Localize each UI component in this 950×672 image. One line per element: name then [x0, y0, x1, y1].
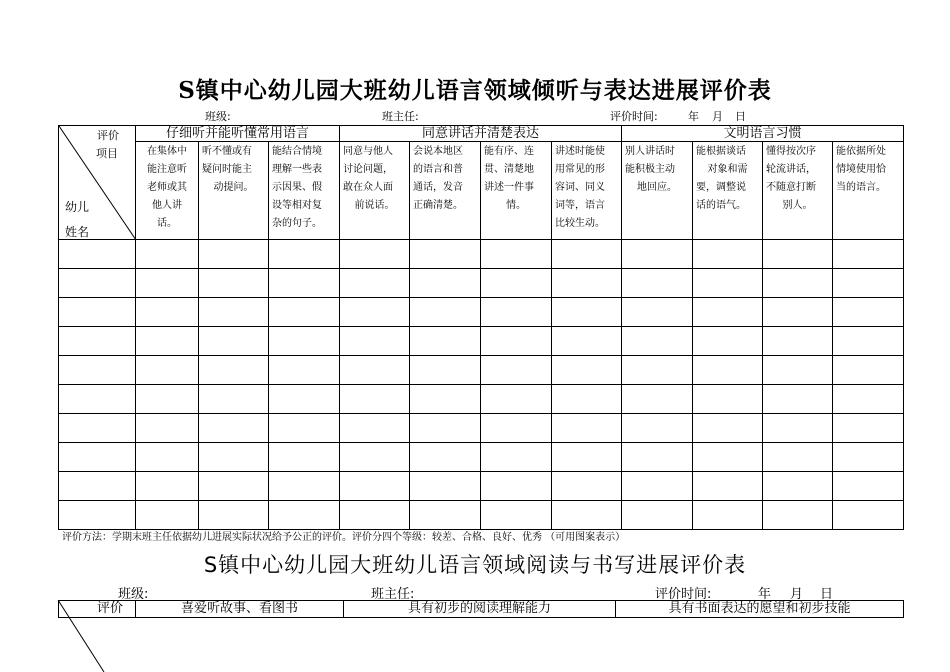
rating-cell[interactable] [410, 298, 481, 327]
child-row [59, 327, 904, 356]
rating-cell[interactable] [199, 385, 269, 414]
rating-cell[interactable] [136, 240, 199, 269]
rating-cell[interactable] [693, 385, 763, 414]
group-header: 文明语言习惯 [622, 126, 904, 142]
rating-cell[interactable] [833, 356, 904, 385]
rating-cell[interactable] [622, 327, 693, 356]
child-name-cell[interactable] [59, 298, 136, 327]
rating-cell[interactable] [833, 414, 904, 443]
rating-cell[interactable] [199, 327, 269, 356]
child-name-cell[interactable] [59, 269, 136, 298]
rating-cell[interactable] [693, 269, 763, 298]
rating-cell[interactable] [199, 501, 269, 530]
rating-cell[interactable] [481, 298, 552, 327]
rating-cell[interactable] [269, 501, 340, 530]
rating-cell[interactable] [136, 501, 199, 530]
criterion-cell: 能有序、连 贯、清楚地 讲述一件事 情。 [481, 142, 552, 240]
rating-cell[interactable] [410, 414, 481, 443]
rating-cell[interactable] [763, 414, 833, 443]
rating-cell[interactable] [763, 240, 833, 269]
child-name-cell[interactable] [59, 327, 136, 356]
section-title-2: S镇中心幼儿园大班幼儿语言领域阅读与书写进展评价表 [203, 553, 747, 577]
child-name-cell[interactable] [59, 443, 136, 472]
eval-time-label: 评价时间: [610, 110, 658, 123]
rating-cell[interactable] [833, 443, 904, 472]
rating-cell[interactable] [622, 240, 693, 269]
rating-cell[interactable] [622, 356, 693, 385]
year-label-2: 年 [758, 587, 772, 602]
rating-cell[interactable] [833, 298, 904, 327]
rating-cell[interactable] [199, 269, 269, 298]
year-label: 年 [688, 110, 699, 123]
teacher-label-2: 班主任: [371, 587, 415, 602]
criterion-cell: 能依据所处 情境使用恰 当的语言。 [833, 142, 904, 240]
rating-cell[interactable] [693, 501, 763, 530]
rating-cell[interactable] [622, 298, 693, 327]
rating-cell[interactable] [340, 298, 410, 327]
rating-cell[interactable] [340, 269, 410, 298]
rating-cell[interactable] [136, 414, 199, 443]
rating-cell[interactable] [763, 472, 833, 501]
rating-cell[interactable] [136, 385, 199, 414]
listening-expression-table [58, 125, 904, 530]
rating-cell[interactable] [763, 385, 833, 414]
rating-cell[interactable] [833, 501, 904, 530]
rating-cell[interactable] [410, 240, 481, 269]
rating-cell[interactable] [340, 414, 410, 443]
rating-cell[interactable] [481, 501, 552, 530]
rating-cell[interactable] [136, 356, 199, 385]
rating-cell[interactable] [199, 240, 269, 269]
rating-cell[interactable] [763, 356, 833, 385]
rating-cell[interactable] [481, 240, 552, 269]
rating-cell[interactable] [269, 240, 340, 269]
criterion-cell: 讲述时能使 用常见的形 容词、同义 词等，语言 比较生动。 [552, 142, 622, 240]
rating-cell[interactable] [552, 298, 622, 327]
rating-cell[interactable] [622, 385, 693, 414]
corner-header-cell [59, 126, 136, 240]
reading-writing-table [58, 600, 904, 618]
corner-item-label-2: 评价 [97, 601, 124, 616]
rating-cell[interactable] [552, 385, 622, 414]
rating-cell[interactable] [622, 269, 693, 298]
group-header: 具有初步的阅读理解能力 [344, 601, 616, 618]
rating-cell[interactable] [763, 327, 833, 356]
rating-cell[interactable] [340, 356, 410, 385]
rating-cell[interactable] [552, 414, 622, 443]
rating-cell[interactable] [622, 443, 693, 472]
rating-cell[interactable] [410, 501, 481, 530]
rating-cell[interactable] [269, 327, 340, 356]
eval-time-label-2: 评价时间: [655, 587, 712, 602]
rating-cell[interactable] [340, 501, 410, 530]
diagonal-divider-2 [58, 600, 118, 672]
child-name-cell[interactable] [59, 240, 136, 269]
rating-cell[interactable] [340, 385, 410, 414]
rating-cell[interactable] [693, 240, 763, 269]
rating-cell[interactable] [481, 327, 552, 356]
rating-cell[interactable] [622, 414, 693, 443]
teacher-label: 班主任: [382, 110, 419, 123]
group-header: 仔细听并能听懂常用语言 [136, 126, 340, 142]
rating-cell[interactable] [269, 472, 340, 501]
rating-cell[interactable] [269, 356, 340, 385]
rating-cell[interactable] [340, 240, 410, 269]
rating-cell[interactable] [481, 472, 552, 501]
child-row [59, 385, 904, 414]
rating-cell[interactable] [693, 298, 763, 327]
rating-cell[interactable] [136, 269, 199, 298]
rating-cell[interactable] [199, 298, 269, 327]
child-name-cell[interactable] [59, 472, 136, 501]
rating-cell[interactable] [410, 472, 481, 501]
rating-cell[interactable] [622, 472, 693, 501]
rating-cell[interactable] [693, 356, 763, 385]
rating-cell[interactable] [833, 472, 904, 501]
rating-cell[interactable] [763, 298, 833, 327]
rating-cell[interactable] [622, 501, 693, 530]
child-row [59, 472, 904, 501]
rating-cell[interactable] [481, 414, 552, 443]
rating-cell[interactable] [833, 269, 904, 298]
rating-cell[interactable] [481, 385, 552, 414]
rating-cell[interactable] [763, 443, 833, 472]
corner-item-label-1: 评价 [97, 129, 119, 142]
rating-cell[interactable] [693, 414, 763, 443]
rating-cell[interactable] [481, 356, 552, 385]
rating-cell[interactable] [410, 356, 481, 385]
month-label: 月 [712, 110, 723, 123]
rating-cell[interactable] [693, 472, 763, 501]
child-row [59, 414, 904, 443]
rating-cell[interactable] [199, 443, 269, 472]
rating-cell[interactable] [410, 327, 481, 356]
rating-cell[interactable] [763, 501, 833, 530]
page-title: S镇中心幼儿园大班幼儿语言领域倾听与表达进展评价表 [178, 77, 772, 104]
rating-cell[interactable] [269, 443, 340, 472]
child-row [59, 298, 904, 327]
rating-cell[interactable] [269, 414, 340, 443]
group-header: 具有书面表达的愿望和初步技能 [616, 601, 904, 618]
criterion-cell: 懂得按次序 轮流讲话， 不随意打断 别人。 [763, 142, 833, 240]
child-name-cell[interactable] [59, 414, 136, 443]
rating-cell[interactable] [136, 298, 199, 327]
corner-child-label-2: 姓名 [65, 225, 90, 239]
child-row [59, 501, 904, 530]
rating-cell[interactable] [410, 269, 481, 298]
rating-cell[interactable] [199, 472, 269, 501]
criterion-cell: 别人讲话时 能积极主动 地回应。 [622, 142, 693, 240]
rating-cell[interactable] [410, 443, 481, 472]
child-name-cell[interactable] [59, 501, 136, 530]
criterion-cell: 会说本地区 的语言和普 通话，发音 正确清楚。 [410, 142, 481, 240]
class-label-2: 班级: [118, 587, 149, 602]
rating-cell[interactable] [763, 269, 833, 298]
criterion-cell: 能结合情境 理解一些表 示因果、假 设等相对复 杂的句子。 [269, 142, 340, 240]
rating-cell[interactable] [340, 443, 410, 472]
criterion-cell: 能根据谈话 对象和需 要，调整说 话的语气。 [693, 142, 763, 240]
criterion-cell: 听不懂或有 疑问时能主 动提问。 [199, 142, 269, 240]
child-row [59, 443, 904, 472]
corner-child-label-1: 幼儿 [65, 200, 90, 214]
rating-cell[interactable] [199, 356, 269, 385]
child-name-cell[interactable] [59, 385, 136, 414]
rating-cell[interactable] [693, 443, 763, 472]
evaluation-method-note: 评价方法：学期末班主任依据幼儿进展实际状况给予公正的评价。评价分四个等级：较差、合格、良好、优秀 （可用图案表示） [62, 532, 626, 543]
rating-cell[interactable] [552, 501, 622, 530]
rating-cell[interactable] [833, 385, 904, 414]
criterion-cell: 同意与他人 讨论问题， 敢在众人面 前说话。 [340, 142, 410, 240]
rating-cell[interactable] [410, 385, 481, 414]
child-rows [59, 240, 904, 530]
rating-cell[interactable] [136, 327, 199, 356]
rating-cell[interactable] [340, 472, 410, 501]
corner-item-label-2: 项目 [96, 147, 118, 160]
rating-cell[interactable] [269, 385, 340, 414]
rating-cell[interactable] [481, 269, 552, 298]
day-label-2: 日 [820, 587, 834, 602]
rating-cell[interactable] [552, 443, 622, 472]
rating-cell[interactable] [552, 327, 622, 356]
child-row [59, 240, 904, 269]
child-row [59, 356, 904, 385]
child-name-cell[interactable] [59, 356, 136, 385]
group-header: 同意讲话并清楚表达 [340, 126, 622, 142]
rating-cell[interactable] [199, 414, 269, 443]
rating-cell[interactable] [552, 356, 622, 385]
rating-cell[interactable] [833, 327, 904, 356]
day-label: 日 [735, 110, 746, 123]
class-label: 班级: [205, 110, 231, 123]
child-row [59, 269, 904, 298]
criterion-cell: 在集体中 能注意听 老师或其 他人讲 话。 [136, 142, 199, 240]
rating-cell[interactable] [693, 327, 763, 356]
rating-cell[interactable] [833, 240, 904, 269]
rating-cell[interactable] [136, 443, 199, 472]
month-label-2: 月 [790, 587, 804, 602]
rating-cell[interactable] [552, 472, 622, 501]
rating-cell[interactable] [340, 327, 410, 356]
rating-cell[interactable] [269, 298, 340, 327]
rating-cell[interactable] [269, 269, 340, 298]
rating-cell[interactable] [552, 240, 622, 269]
rating-cell[interactable] [136, 472, 199, 501]
rating-cell[interactable] [552, 269, 622, 298]
group-header: 喜爱听故事、看图书 [136, 601, 344, 618]
rating-cell[interactable] [481, 443, 552, 472]
